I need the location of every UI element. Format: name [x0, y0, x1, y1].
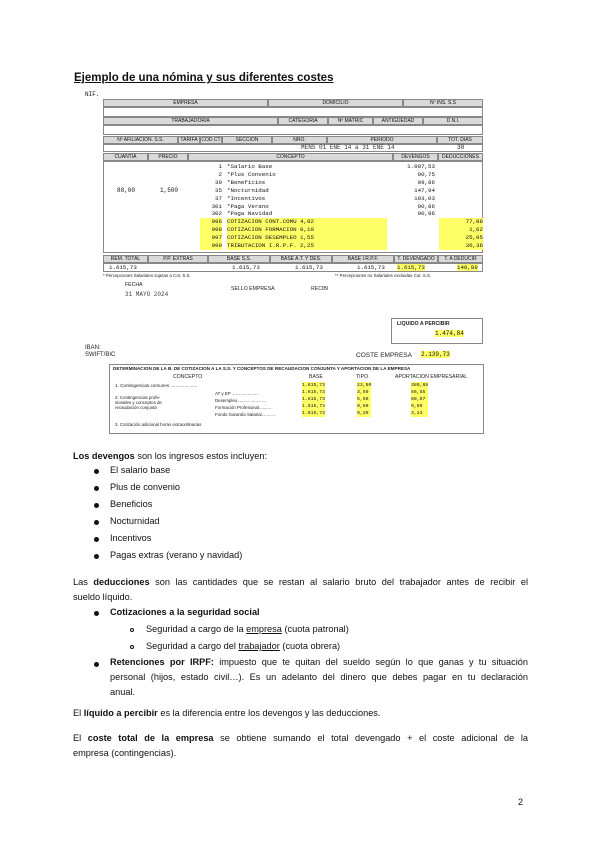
sub2-post: (cuota obrera)	[282, 641, 341, 651]
sub1-pre: Seguridad a cargo de la	[146, 624, 244, 634]
conceptos-column	[227, 163, 387, 250]
concepto: *Nocturnidad	[227, 186, 269, 194]
circle-bullet-icon	[130, 628, 134, 632]
deduccion: 36,36	[465, 241, 483, 249]
code: 302	[211, 210, 222, 218]
det-tipo: 5,50	[357, 397, 369, 402]
devengo: 103,03	[414, 194, 435, 202]
empresa-link[interactable]: empresa	[246, 624, 282, 634]
det-base: 1.615,73	[302, 397, 326, 402]
deducciones-pre: Las	[73, 577, 88, 587]
cuantia-value: 88,00	[117, 187, 136, 194]
code: 997	[200, 234, 222, 242]
dni-header: D.N.I.	[423, 117, 483, 125]
code: 35	[215, 186, 222, 194]
percepciones-note-2: ** Percepciones no Salariales excluidas Cot. S.S.	[335, 273, 432, 278]
liquido-word: líquido a percibir	[83, 708, 158, 718]
periodo-header: PERIODO	[327, 136, 437, 144]
det-c1: 1. Contingencias comunes .....................	[115, 383, 198, 388]
irpf-line-1: impuesto que te quitan del sueldo según lo que ganas y tu situación	[219, 657, 528, 667]
det-sub-column	[215, 390, 275, 418]
page-title: Ejemplo de una nómina y sus diferentes costes	[74, 72, 334, 84]
determinacion-title: DETERMINACION DE LA B. DE COTIZACION A LA S.S. Y CONCEPTOS DE RECAUDACION CONJUNTA Y APORTACION DE LA EMPRESA	[113, 366, 411, 371]
baseirpf-header: BASE I.R.P.F.	[332, 255, 394, 263]
det-sub: Formación Profesional..........	[215, 405, 272, 410]
devengo: 90,86	[417, 202, 435, 210]
deducciones-word: deducciones	[93, 577, 150, 587]
precio-value: 1,500	[160, 187, 179, 194]
remtotal-header: REM. TOTAL	[103, 255, 148, 263]
concepto: COTIZACION DESEMPLEO 1,55	[227, 234, 387, 242]
seccion-header: SECCION	[222, 136, 272, 144]
concepto: *Incentivos	[227, 194, 266, 202]
det-base: 1.615,73	[302, 390, 326, 395]
coste-text-2: empresa (contingencias).	[73, 748, 177, 758]
coste-text: se obtiene sumando el total devengado + el coste adicional de la	[220, 733, 528, 743]
sub2-pre: Seguridad a cargo del	[146, 641, 236, 651]
periodo-value: MENS 01 ENE 14 a 31 ENE 14	[301, 144, 395, 151]
deducciones-column	[439, 218, 483, 250]
irpf-line-3: anual.	[110, 687, 136, 697]
det-aport: 56,55	[411, 390, 426, 395]
bullet-icon	[94, 469, 99, 474]
baseirpf-value: 1.615,73	[357, 264, 385, 271]
deduccion: 77,88	[465, 218, 483, 225]
domicilio-header: DOMICILIO	[268, 99, 403, 107]
deducciones-text: son las cantidades que se restan al salario bruto del trabajador antes de recibir el	[155, 577, 529, 587]
det-aport: 9,69	[411, 404, 423, 409]
payslip	[73, 88, 497, 436]
antiguedad-header: ANTIGÜEDAD	[373, 117, 423, 125]
devengo: 90,86	[417, 210, 435, 218]
bullet-icon	[94, 611, 99, 616]
code: 2	[218, 170, 222, 178]
code: 30	[215, 178, 222, 186]
totales-row	[103, 263, 483, 272]
det-aport-column	[411, 382, 428, 417]
det-tipo-column	[357, 382, 371, 417]
det-tipo-header: TIPO	[356, 374, 369, 380]
code: 301	[211, 202, 222, 210]
cuantia-header: CUANTIA	[103, 153, 148, 161]
iban-label: IBAN:	[85, 345, 101, 351]
ppextras-header: P.P. EXTRAS	[148, 255, 208, 263]
coste-value: 2.139,73	[421, 351, 450, 358]
det-aport: 380,85	[411, 383, 429, 388]
concepto: *Paga Navidad	[227, 210, 273, 218]
trabajador-row	[103, 125, 483, 135]
liquido-label: LIQUIDO A PERCIBIR	[397, 321, 450, 327]
det-base-column	[302, 382, 325, 417]
list-item: Plus de convenio	[110, 482, 180, 492]
trabajador-link[interactable]: trabajador	[238, 641, 280, 651]
list-item: Pagas extras (verano y navidad)	[110, 550, 243, 560]
deducciones-paragraph	[73, 575, 528, 605]
det-sub: Fondo Garantía Salarial...........	[215, 412, 276, 417]
det-c2: 2. Contingencias profe- sionales y conceptos de recaudación conjunta	[115, 395, 162, 410]
basess-header: BASE S.S.	[208, 255, 270, 263]
tadeducir-value: 140,89	[457, 264, 478, 271]
devengos-intro	[73, 449, 267, 464]
deduccion: 25,05	[465, 233, 483, 241]
coste-paragraph	[73, 731, 528, 761]
concepto: *Beneficios	[227, 178, 266, 186]
tadeducir-header: T. A DEDUCIR	[438, 255, 483, 263]
liquido-paragraph	[73, 706, 380, 721]
bullet-icon	[94, 537, 99, 542]
empresa-header: EMPRESA	[103, 99, 268, 107]
liquido-value: 1.474,84	[435, 330, 464, 337]
list-item: Incentivos	[110, 533, 152, 543]
nro-header: NRO.	[272, 136, 327, 144]
devengos-word: Los devengos	[73, 451, 135, 461]
det-aport-header: APORTACION EMPRESARIAL	[395, 374, 468, 380]
recibi-label: RECIBI	[311, 286, 329, 292]
coste-pre: El	[73, 733, 82, 743]
det-sub: AT y EP ......................	[215, 391, 259, 396]
categoria-header: CATEGORIA	[278, 117, 328, 125]
sub1-post: (cuota patronal)	[284, 624, 349, 634]
afiliacion-header: Nº AFILIACION. S.S.	[103, 136, 178, 144]
deduccion: 1,62	[469, 225, 483, 233]
codes-column	[200, 163, 222, 250]
concepto-header: CONCEPTO	[188, 153, 393, 161]
fecha-value: 31 MAYO 2024	[125, 291, 169, 298]
code: 996	[200, 218, 222, 226]
concepto: COTIZACION FORMACION 0,10	[227, 226, 387, 234]
sello-label: SELLO EMPRESA	[231, 286, 275, 292]
concepto: COTIZACION CONT.COMU 4,82	[227, 218, 387, 226]
coste-word: coste total de la empresa	[87, 733, 214, 743]
devengos-column	[395, 163, 435, 218]
concepto: TRIBUTACION I.R.P.F. 2,25	[227, 242, 387, 250]
devengo: 99,86	[417, 178, 435, 186]
det-aport: 88,87	[411, 397, 426, 402]
swift-label: SWIFT/BIC	[85, 352, 116, 358]
bullet-icon	[94, 520, 99, 525]
totdias-header: TOT. DIAS	[437, 136, 483, 144]
deducciones-header: DEDUCCIONES	[438, 153, 483, 161]
det-tipo: 0,60	[357, 404, 369, 409]
page-number: 2	[518, 797, 524, 807]
irpf-item	[110, 655, 528, 700]
list-item: Beneficios	[110, 499, 153, 509]
afiliacion-row	[103, 144, 483, 152]
tdevengado-value: 1.615,73	[397, 264, 425, 271]
bullet-icon	[94, 503, 99, 508]
bullet-icon	[94, 554, 99, 559]
totdias-value: 30	[457, 144, 465, 151]
sub-item-trabajador	[146, 641, 340, 651]
empresa-row	[103, 107, 483, 117]
code: 1	[218, 163, 222, 170]
det-base-header: BASE	[309, 374, 323, 380]
concepto: *Plus Convenio	[227, 170, 276, 178]
precio-header: PRECIO	[148, 153, 188, 161]
tdevengado-header: T. DEVENGADO	[394, 255, 438, 263]
concepto: *Salario Base	[227, 163, 273, 170]
ninss-header: Nº INS. S.S	[403, 99, 483, 107]
bullet-icon	[94, 662, 99, 667]
trabajador-header: TRABAJADOR/A	[103, 117, 278, 125]
tarifa-header: TARIFA	[178, 136, 200, 144]
devengo: 147,94	[414, 186, 435, 194]
liquido-pre: El	[73, 708, 82, 718]
matric-header: Nº MATRIC	[328, 117, 373, 125]
det-base: 1.615,73	[302, 383, 326, 388]
cotizaciones-item: Cotizaciones a la seguridad social	[110, 607, 260, 617]
det-base: 1.615,73	[302, 404, 326, 409]
det-c3: 3. Cotización adicional horas extraordinarias	[115, 422, 202, 427]
coste-label: COSTE EMPRESA	[356, 352, 412, 359]
det-tipo: 23,60	[357, 383, 372, 388]
devengos-header: DEVENGOS	[393, 153, 438, 161]
basess-value: 1.615,73	[232, 264, 260, 271]
det-concepto-header: CONCEPTO	[173, 374, 203, 380]
list-item: Nocturnidad	[110, 516, 160, 526]
bullet-icon	[94, 486, 99, 491]
devengo: 1.007,53	[407, 163, 435, 170]
code: 998	[200, 226, 222, 234]
remtotal-value: 1.615,73	[109, 264, 137, 271]
det-sub: Desempleo........................	[215, 398, 267, 403]
list-item: El salario base	[110, 465, 171, 475]
devengos-intro-text: son los ingresos estos incluyen:	[137, 451, 268, 461]
code: 37	[215, 194, 222, 202]
nif-label: NIF.	[85, 91, 100, 98]
det-tipo: 0,20	[357, 411, 369, 416]
concepto: *Paga Verano	[227, 202, 269, 210]
baseat-header: BASE A.T. Y DES.	[270, 255, 332, 263]
devengo: 90,75	[417, 170, 435, 178]
irpf-line-2: personal (hijos, estado civil…). Es un adelanto del dinero que debes pagar en tu declaración	[110, 672, 528, 682]
percepciones-note-1: * Percepciones Salariales sujetas a Cot. S.S.	[103, 273, 191, 278]
fecha-label: FECHA	[125, 282, 143, 288]
codct-header: COD.CT	[201, 137, 221, 143]
det-aport: 3,23	[411, 411, 423, 416]
irpf-word: Retenciones por IRPF:	[110, 657, 214, 667]
liquido-text: es la diferencia entre los devengos y las deducciones.	[160, 708, 381, 718]
sub-item-empresa	[146, 624, 349, 634]
deducciones-text-2: sueldo líquido.	[73, 592, 133, 602]
det-tipo: 3,50	[357, 390, 369, 395]
det-base: 1.615,73	[302, 411, 326, 416]
circle-bullet-icon	[130, 645, 134, 649]
baseat-value: 1.615,73	[295, 264, 323, 271]
code: 999	[200, 242, 222, 250]
